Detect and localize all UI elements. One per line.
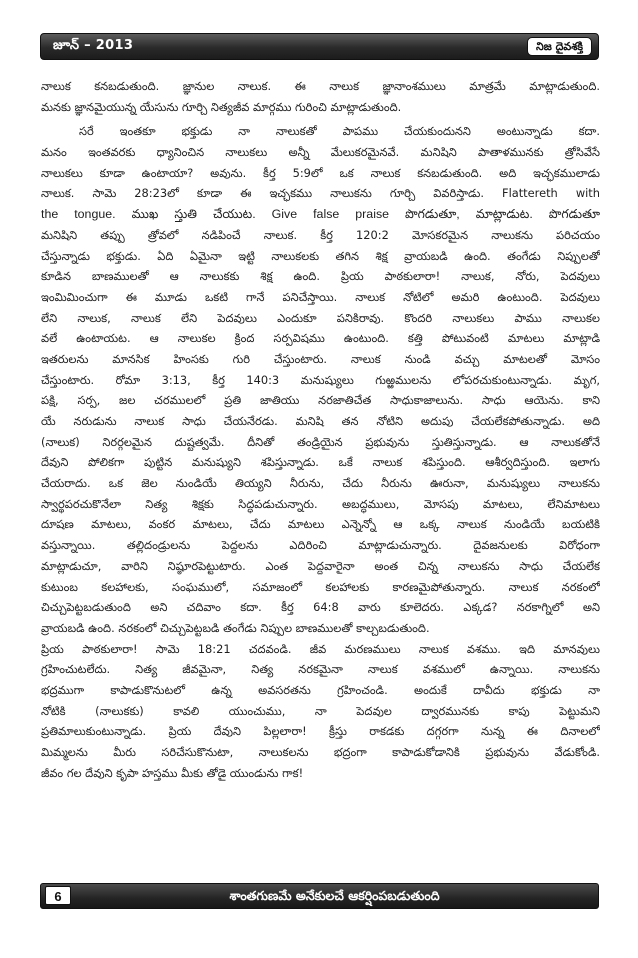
body-line: వస్తున్నాయి. తల్లిదండ్రులను పెద్దలను ఎదిరించి మాట్లాడుచున్నారు. దైవజనులకు విరోధంగా [41, 538, 600, 553]
body-line: ఇంమిమించుగా ఈ మూడు ఒకటి గానే పనిచేస్తాయి. నాలుక నోటిలో అమరి ఉంటుంది. పెదవులు [41, 289, 600, 304]
body-line: దేవుని పోలికగా పుట్టిన మనుష్యుని శపిస్తున్నాడు. ఒకే నాలుక శపిస్తుంది. ఆశీర్వదిస్తుంది. ఇలాగు [41, 455, 600, 470]
body-line: చిచ్చుపెట్టబడుతుంది అని చదివాం కదా. కీర్త 64:8 వారు కూలెదరు. ఎక్కడ? నరకాగ్నిలో అని [41, 600, 600, 615]
body-line: the tongue. ముఖ స్తుతి చేయుట. Give false praise పొగడుతూ, మాట్లాడుట. పొగడుతూ [41, 207, 600, 222]
body-line: మనం ఇంతవరకు ధ్యానించిన నాలుకలు అన్నీ మేలుకరమైనవే. మనిషిని పాతాళమునకు త్రోసివేసే [41, 145, 600, 160]
body-line: చేస్తుంటారు. రోమా 3:13, కీర్త 140:3 మనుష్యులు గుఱ్ఱములను లోపరచుకుంటున్నాడు. మృగ, [41, 372, 600, 387]
body-line: నాలుక. సామె 28:23లో కూడా ఈ ఇచ్ఛకము నాలుకను గూర్చి వివరిస్తాడు. Flattereth with [41, 186, 600, 201]
body-line: కుటుంబ కలహాలకు, సంఘములో, సమాజంలో కలహాలకు కారణమైపోతున్నారు. నాలుక నరకంలో [41, 579, 600, 594]
body-line: భద్రముగా కాపాడుకొనుటలో ఉన్న అవసరతను గ్రహించండి. అందుకే దావీదు భక్తుడు నా [41, 682, 600, 697]
page-number: 6 [45, 886, 71, 905]
body-line: మనకు జ్ఞానమైయున్న యేసును గూర్చి నిత్యజీవ మార్గము గురించి మాట్లాడుతుంది. [41, 99, 402, 114]
body-line: ప్రతిమాలుకుంటున్నాడు. ప్రియ దేవుని పిల్లలారా! క్రీస్తు రాకడకు దగ్గరగా నున్న ఈ దినాలలో [41, 724, 600, 739]
body-line: స్వార్థపరచుకొనేలా నిత్య శిక్షకు సిద్ధపడుచున్నారు. అబద్ధములు, మోసపు మాటలు, లేనిమాటలు [41, 496, 600, 511]
body-line: వ్రాయబడి ఉంది. నరకంలో చిచ్చుపెట్టబడి తంగేడు నిప్పుల బాణములతో కాల్చబడుతుంది. [41, 620, 430, 635]
issue-date: జూన్ – 2013 [53, 38, 134, 53]
page-footer-bar [40, 883, 599, 909]
body-line: వలే ఉంటాయట. ఆ నాలుకల క్రింద సర్పవిషము ఉంటుంది. కత్తి పోటువంటి మాటలు మాట్లాడి [41, 331, 600, 346]
body-line: మనిషిని తప్పు త్రోవలో నడిపించే నాలుక. కీర్త 120:2 మోసకరమైన నాలుకను పరిచయం [41, 227, 600, 242]
body-line: దూషణ మాటలు, వంకర మాటలు, చేదు మాటలు ఎన్నెన్నో ఆ ఒక్క నాలుక నుండియే బయటికి [41, 517, 600, 532]
body-line: పక్షి, సర్ప, జల చరములలో ప్రతి జాతియు నరజాతిచేత సాధుకాజాలును. సాధు ఆయెను. కాని [41, 393, 600, 408]
body-line: సరే ఇంతకూ భక్తుడు నా నాలుకతో పాపము చేయకుందునని అంటున్నాడు కదా. [79, 124, 600, 139]
body-line: లేని నాలుక, నాలుక లేని పెదవులు ఎందుకూ పనికిరావు. కొందరి నాలుకలు పాము నాలుకల [41, 310, 600, 325]
body-line: మాట్లాడుచూ, వారిని నిష్ఠూరపెట్టుటారు. ఎంత పెద్దవారైనా అంత చిన్న నాలుకను సాధు చేయలేక [41, 558, 600, 573]
page-header-bar [40, 33, 599, 60]
body-line: చేస్తున్నాడు భక్తుడు. ఏది ఏమైనా ఇట్టి నాలుకలకు తగిన శిక్ష వ్రాయబడి ఉంది. తంగేడు నిప్పులతో [41, 248, 600, 263]
body-line: నోటికి (నాలుకకు) కావలి యుంచుము, నా పెదవుల ద్వారమునకు కాపు పెట్టుమని [41, 703, 600, 718]
body-line: నాలుకలు కూడా ఉంటాయా? అవును. కీర్త 5:9లో ఒక నాలుక కనబడుతుంది. అది ఇచ్ఛకములాడు [41, 165, 600, 180]
article-body [41, 76, 600, 862]
body-line: జీవం గల దేవుని కృపా హస్తము మీకు తోడై యుండును గాక! [41, 765, 304, 780]
body-line: చేయరాదు. ఒక జెల నుండియే తియ్యని నీరును, చేదు నీరును ఊరునా, మనుష్యులు నాలుకను [41, 476, 600, 491]
body-line: మిమ్మలను మీరు సరిచేసుకొనుటా, నాలుకలను భద్రంగా కాపాడుకోడానికి ప్రభువును వేడుకోండి. [41, 745, 600, 759]
body-line: యే నరుడును నాలుక సాధు చేయనేరడు. మనిషి తన నోటిని అదుపు చేయలేకపోతున్నాడు. అది [41, 414, 600, 428]
body-line: కూడిన బాణములతో ఆ నాలుకకు శిక్ష ఉంది. ప్రియ పాఠకులారా! నాలుక, నోరు, పెదవులు [41, 269, 600, 284]
body-line: గ్రహించుటలేదు. నిత్య జీవమైనా, నిత్య నరకమైనా నాలుక వశములో ఉన్నాయి. నాలుకను [41, 662, 600, 677]
body-line: ప్రియ పాఠకులారా! సామె 18:21 చదవండి. జీవ మరణములు నాలుక వశము. ఇది మానవులు [41, 641, 600, 656]
footer-motto: శాంతగుణమే అనేకులచే ఆకర్షింపబడుతుంది [229, 888, 440, 903]
body-line: ఇతరులను మానసిక హింసకు గురి చేస్తుంటారు. నాలుక నుండి వచ్చు మాటలతో మోసం [41, 351, 600, 366]
magazine-title-badge: నిజ దైవశక్తి [527, 37, 592, 56]
body-line: నాలుక కనబడుతుంది. జ్ఞానుల నాలుక. ఈ నాలుక జ్ఞానాంశములు మాత్రమే మాట్లాడుతుంది. [41, 79, 600, 93]
body-line: (నాలుక) నిరర్గలమైన దుష్టత్వమే. దీనితో తండ్రియైన ప్రభువును స్తుతిస్తున్నాడు. ఆ నాలుకతోనే [41, 434, 600, 449]
